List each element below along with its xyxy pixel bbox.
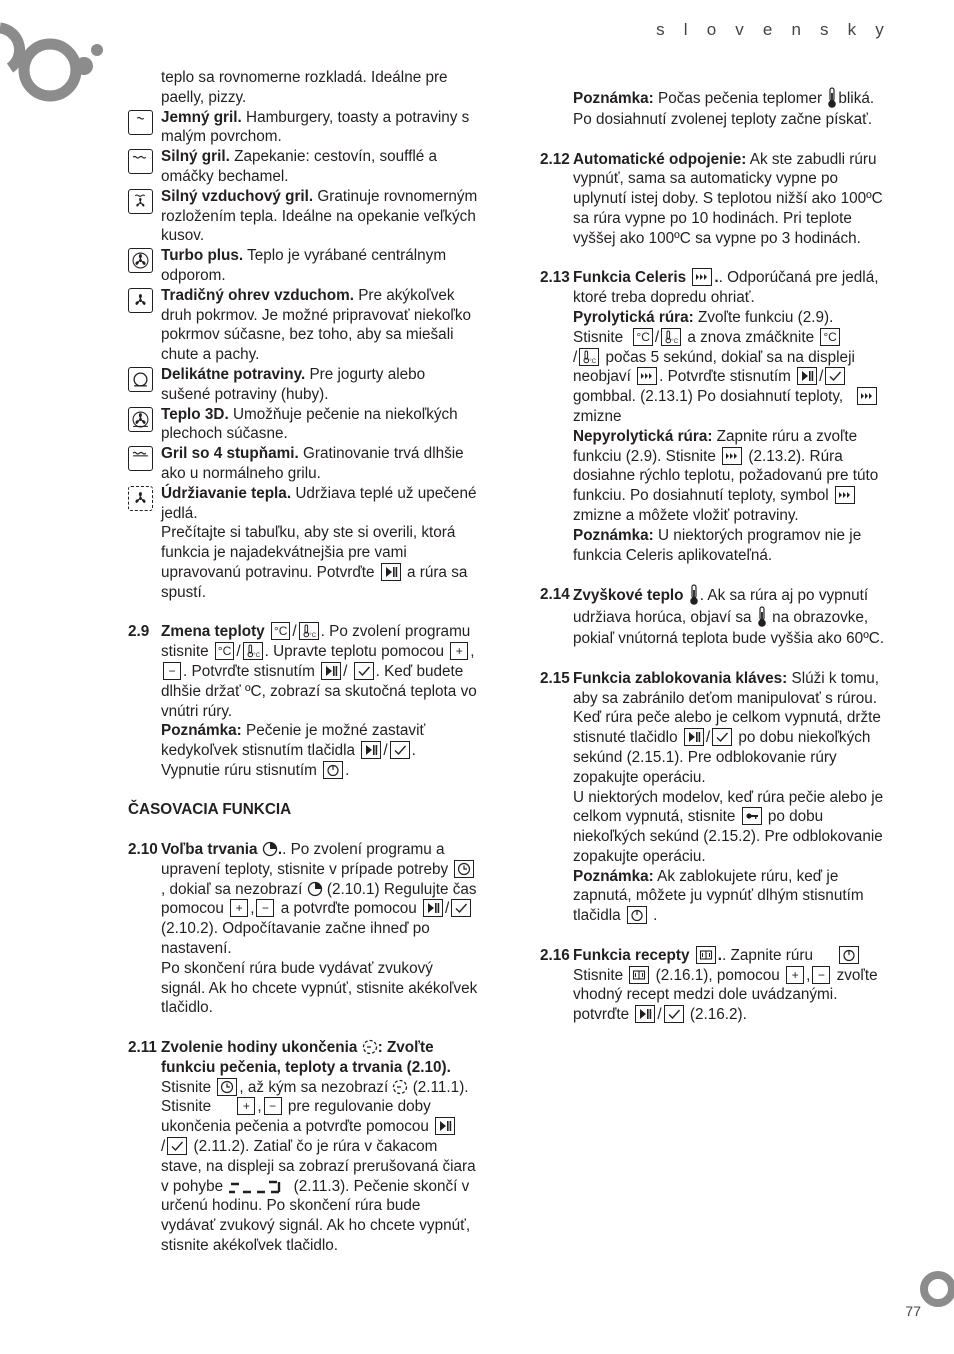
start-pause-icon	[321, 662, 341, 680]
section-title: Funkcia zablokovania kláves:	[573, 669, 788, 687]
section-text: , dokiaľ sa nezobrazí	[161, 880, 303, 898]
plus-key-icon: +	[450, 642, 468, 660]
function-desc: Udržiava teplé už upečené jedlá.	[161, 484, 477, 522]
start-pause-icon	[423, 899, 443, 917]
3d-heat-icon	[128, 407, 153, 432]
duration-icon	[262, 841, 278, 857]
section-text: (2.10.2). Odpočítavanie začne ihneď po nastavení.	[161, 920, 430, 958]
separator: ,	[806, 966, 811, 984]
end-time-icon	[392, 1079, 408, 1095]
separator: /	[705, 729, 711, 747]
section-title: Automatické odpojenie:	[573, 150, 747, 168]
convection-fan-icon	[128, 288, 153, 313]
left-column	[128, 68, 478, 1256]
section-text: a potvrďte pomocou	[280, 900, 417, 918]
note-label: Poznámka:	[573, 90, 654, 108]
section-text: pre regulovanie doby ukončenia pečenia a potvrďte pomocou	[161, 1098, 431, 1136]
separator: /	[654, 328, 660, 346]
intro-text: teplo sa rovnomerne rozkladá. Ideálne pre paelly, pizzy.	[161, 69, 448, 106]
note-text: U niektorých programov nie je funkcia Celeris aplikovateľná.	[573, 526, 862, 564]
section-text: gombbal. (2.13.1) Po dosiahnutí teploty,	[573, 388, 844, 406]
timer-heading: ČASOVACIA FUNKCIA	[128, 801, 292, 819]
section-text: . Keď budete dlhšie držať ºC, zobrazí sa skutočná teplota vo vnútri rúry.	[161, 662, 477, 720]
section-text: (2.10.1) Regulujte čas pomocou	[161, 880, 477, 918]
section-title: Funkcia Celeris	[573, 269, 687, 287]
thermometer-note	[540, 88, 892, 130]
section-number: 2.16	[540, 946, 570, 964]
function-name: Delikátne potraviny.	[161, 365, 306, 383]
keep-warm-icon	[128, 486, 153, 511]
minus-key-icon: −	[812, 966, 830, 984]
section-text: po dobu niekoľkých sekúnd (2.15.2). Pre odblokovanie zopakujte operáciu.	[573, 808, 883, 865]
section-2-10: 2.10 Voľba trvania .. Po zvolení programu a upravení teploty, stisnite v prípade potreby , dokiaľ sa nezobrazí (2.10.1) Regulujte čas pomocou + , − a potvrďte pomocou / (2.10.2). Odpočítavanie začne ihneď po nastavení. Po skončení rúra bude vydávať zvukový signál. Ak ho chcete vypnúť, stisnite akékoľvek tlačidlo.	[128, 841, 478, 1017]
function-item	[128, 484, 478, 524]
delicate-food-icon	[128, 367, 153, 392]
section-text: (2.16.2).	[689, 1006, 747, 1024]
section-text: : Zvoľte funkciu pečenia, teploty a trvania (2.10).	[161, 1039, 451, 1076]
section-title: Zvyškové teplo	[573, 587, 684, 605]
separator: .	[411, 742, 416, 760]
start-pause-icon	[435, 1117, 455, 1135]
separator: ,	[257, 1098, 262, 1116]
section-text: Stisnite	[573, 966, 624, 984]
start-pause-icon	[361, 741, 381, 759]
plus-key-icon: +	[786, 966, 804, 984]
section-2-12	[540, 150, 892, 249]
dashed-line-display-icon	[227, 1178, 289, 1196]
separator: /	[343, 662, 348, 680]
function-item	[128, 286, 478, 365]
function-item	[128, 444, 478, 484]
celsius-key-icon: °C	[215, 642, 234, 660]
section-2-16: 2.16 Funkcia recepty .. Zapnite rúru Stisnite (2.16.1), pomocou + , − zvoľte vhodný recept medzi dole uvádzanými. potvrďte / (2.16.2).	[540, 946, 878, 1024]
section-text: . Odporúčaná pre jedlá, ktoré treba dopredu ohriať.	[573, 269, 879, 307]
section-text: po dobu niekoľkých sekúnd (2.15.1). Pre odblokovanie rúry zopakujte operáciu.	[573, 729, 871, 786]
confirm-icon	[390, 741, 410, 759]
function-desc: Pre akýkoľvek druh pokrmov. Je možné pripravovať niekoľko pokrmov súčasne, bez toho, aby sa miešali chute a pachy.	[161, 286, 472, 364]
thermometer-key-icon	[299, 622, 319, 640]
separator: /	[657, 1006, 662, 1024]
power-icon	[323, 761, 343, 779]
section-text: Stisnite	[573, 328, 624, 346]
fan-grill-icon	[128, 189, 153, 214]
function-desc: Hamburgery, toasty a potraviny s malým povrchom.	[161, 108, 470, 146]
note-text: Ak zablokujete rúru, keď je zapnutá, môžete ju vypnúť dlhým stisnutím tlačidla	[573, 867, 864, 925]
thermometer-key-icon	[661, 328, 681, 346]
thermometer-key-icon	[243, 642, 263, 660]
note-label: Poznámka:	[573, 526, 654, 544]
function-name: Turbo plus.	[161, 247, 244, 265]
function-name: Teplo 3D.	[161, 405, 229, 423]
function-name: Jemný gril.	[161, 108, 242, 126]
start-pause-icon	[797, 367, 817, 385]
intro-tail	[128, 523, 478, 602]
section-text: Stisnite	[161, 1098, 212, 1116]
section-text: Ak ste zabudli rúru vypnúť, sama sa automaticky vypne po uplynutí istej doby. S teplotou nižší ako 100ºC sa rúra vypne po 10 hodinách. Pri teplote vyššej ako 100ºC sa vypne po 3 hodinách.	[573, 150, 883, 247]
section-text: na obrazovke, pokiaľ vnútorná teplota bude vyššia ako 60ºC.	[573, 609, 885, 648]
section-text: . Potvrďte stisnutím	[659, 368, 791, 386]
strong-grill-icon	[128, 149, 153, 174]
separator: .	[345, 761, 350, 779]
intro-tail-end: a rúra sa spustí.	[161, 563, 468, 601]
section-text: . Po zvolení programu stisnite	[161, 623, 471, 661]
separator: /	[161, 1138, 166, 1156]
section-text: (2.11.2). Zatiaľ čo je rúra v čakacom stave, na displeji sa zobrazí prerušovaná čiara v pohybe	[161, 1138, 476, 1195]
celsius-key-icon: °C	[633, 328, 652, 346]
clock-key-icon	[217, 1078, 237, 1096]
section-text: . Ak sa rúra aj po vypnutí udržiava horúca, objaví sa	[573, 587, 869, 627]
function-name: Gril so 4 stupňami.	[161, 445, 299, 463]
section-text: zvoľte vhodný recept medzi dole uvádzanými.	[573, 966, 878, 1004]
celeris-fast-icon	[637, 367, 657, 385]
section-text: Slúži k tomu, aby sa zabránilo deťom manipulovať s rúrou. Keď rúra peče alebo je celkom vypnutá, držte stisnuté tlačidlo	[573, 669, 881, 747]
section-number: 2.10	[128, 841, 158, 859]
key-lock-icon	[742, 807, 762, 825]
section-text: Zvoľte funkciu (2.9).	[693, 308, 834, 326]
section-text: U niektorých modelov, keď rúra pečie alebo je celkom vypnutá, stisnite	[573, 788, 884, 826]
note-label: Poznámka:	[573, 867, 654, 885]
recipe-book-icon	[696, 946, 716, 964]
function-name: Silný vzduchový gril.	[161, 187, 314, 205]
celeris-fast-icon	[835, 486, 855, 504]
section-2-9	[128, 622, 478, 780]
minus-key-icon: −	[264, 1097, 282, 1115]
section-text: zmizne	[573, 407, 622, 425]
section-text: zmizne a môžete vložiť potraviny.	[573, 506, 799, 524]
duration-icon	[307, 881, 323, 897]
confirm-icon	[712, 728, 732, 746]
section-text: potvrďte	[573, 1006, 630, 1024]
plus-key-icon: +	[230, 899, 248, 917]
plus-key-icon: +	[237, 1097, 255, 1115]
section-text: (2.11.1).	[412, 1078, 469, 1096]
separator: /	[445, 900, 450, 918]
section-title: Zmena teploty	[161, 623, 265, 641]
function-name: Tradičný ohrev vzduchom.	[161, 286, 354, 304]
section-number: 2.11	[128, 1039, 157, 1057]
section-2-15	[540, 669, 892, 926]
section-text: a znova zmáčknite	[687, 328, 815, 346]
minus-key-icon: −	[256, 899, 274, 917]
section-text: Stisnite	[161, 1078, 212, 1096]
section-text: (2.11.3). Pečenie skončí v určenú hodinu. Po skončení rúra bude vydávať zvukový signál. Ak ho chcete vypnúť, stisnite akékoľvek tlačidlo.	[161, 1177, 471, 1255]
section-2-11	[128, 1038, 478, 1256]
function-desc: Gratinovanie trvá dlhšie ako u normálneho grilu.	[161, 445, 464, 482]
corner-ring-decoration	[918, 1270, 954, 1310]
thermometer-key-icon	[579, 348, 599, 366]
section-title: Voľba trvania	[161, 841, 258, 859]
section-text: . Zapnite rúru	[721, 946, 813, 964]
function-item	[128, 108, 478, 148]
section-number: 2.14	[540, 586, 570, 604]
right-column	[540, 88, 892, 1025]
four-level-grill-icon	[128, 446, 153, 471]
language-label: s l o v e n s k y	[656, 20, 891, 39]
section-number: 2.12	[540, 150, 570, 168]
function-desc: Zapekanie: cestovín, soufflé a omáčky bechamel.	[161, 148, 438, 185]
section-number: 2.15	[540, 669, 570, 687]
separator: /	[236, 643, 241, 661]
intro-tail-text: Prečítajte si tabuľku, aby ste si overili, ktorá funkcia je najadekvátnejšia pre vami upravovanú potravinu. Potvrďte	[161, 524, 456, 581]
non-pyrolytic-label: Nepyrolytická rúra:	[573, 427, 713, 445]
function-desc: Gratinuje rovnomerným rozložením tepla. Ideálne na opekanie veľkých kusov.	[161, 187, 478, 245]
thermometer-icon	[826, 87, 838, 109]
section-text: počas 5 sekúnd, dokiaľ sa na displeji neobjaví	[573, 348, 855, 386]
function-name: Silný gril.	[161, 148, 230, 166]
thermometer-icon	[756, 606, 768, 628]
section-2-13: 2.13 Funkcia Celeris .. Odporúčaná pre jedlá, ktoré treba dopredu ohriať. Pyrolytická rúra: Zvoľte funkciu (2.9). Stisnite °C / a znova zmáčknite °C / počas 5 sekúnd, dokiaľ sa na displeji neobjaví . Potvrďte stisnutím / gombbal. (2.13.1) Po dosiahnutí teploty, zmizne Nepyrolytická rúra: Zapnite rúru a zvoľte funkciu (2.9). Stisnite (2.13.2). Rúra dosiahne rýchlo teplotu, požadovanú pre túto funkciu. Po dosiahnutí teploty, symbol zmizne a môžete vložiť potraviny. Poznámka: U niektorých programov nie je funkcia Celeris aplikovateľná.	[540, 269, 879, 564]
section-text: (2.16.1), pomocou	[655, 966, 780, 984]
section-2-14	[540, 585, 892, 649]
page-number: 77	[905, 1303, 921, 1319]
section-text: . Potvrďte stisnutím	[183, 662, 315, 680]
pyrolytic-label: Pyrolytická rúra:	[573, 308, 694, 326]
brand-circles-decoration	[0, 20, 110, 110]
note-label: Poznámka:	[161, 722, 242, 740]
section-text: , až kým sa nezobrazí	[239, 1078, 389, 1096]
section-text: . Upravte teplotu pomocou	[264, 643, 444, 661]
separator: .	[653, 907, 658, 925]
separator: /	[292, 623, 297, 641]
function-item	[128, 246, 478, 286]
celsius-key-icon: °C	[820, 328, 839, 346]
small-grill-icon	[128, 110, 153, 135]
separator: /	[573, 348, 578, 366]
section-number: 2.13	[540, 269, 570, 287]
confirm-icon	[825, 367, 845, 385]
section-text: (2.13.2). Rúra dosiahne rýchlo teplotu, požadovanú pre túto funkciu. Po dosiahnutí teploty, symbol	[573, 447, 879, 505]
celeris-fast-icon	[857, 387, 877, 405]
note-text: Pečenie je možné zastaviť kedykoľvek stisnutím tlačidla	[161, 722, 426, 760]
section-text: Po skončení rúra bude vydávať zvukový signál. Ak ho chcete vypnúť, stisnite akékoľvek tlačidlo.	[161, 959, 478, 1017]
end-time-icon	[362, 1039, 378, 1055]
turbo-fan-icon	[128, 248, 153, 273]
confirm-icon	[167, 1137, 187, 1155]
separator: /	[383, 742, 388, 760]
confirm-icon	[664, 1005, 684, 1023]
function-item	[128, 405, 478, 445]
section-title: Funkcia recepty	[573, 946, 690, 964]
celeris-fast-icon	[692, 268, 712, 286]
start-pause-icon	[381, 563, 401, 581]
minus-key-icon: −	[163, 662, 181, 680]
function-item	[128, 365, 478, 405]
thermometer-icon	[688, 584, 700, 606]
section-text: Vypnutie rúru stisnutím	[161, 761, 317, 779]
function-desc: Pre jogurty alebo sušené potraviny (huby).	[161, 365, 426, 403]
section-title: Zvolenie hodiny ukončenia	[161, 1039, 358, 1057]
function-desc: Umožňuje pečenie na niekoľkých plechoch súčasne.	[161, 405, 458, 443]
confirm-icon	[451, 899, 471, 917]
separator: /	[819, 368, 824, 386]
start-pause-icon	[635, 1005, 655, 1023]
note-text: Počas pečenia teplomer	[653, 90, 823, 108]
power-icon	[627, 906, 647, 924]
celsius-key-icon: °C	[271, 622, 290, 640]
separator: ,	[250, 900, 255, 918]
section-text: . Po zvolení programu a upravení teploty, stisnite v prípade potreby	[161, 841, 449, 878]
celeris-fast-icon	[722, 447, 742, 465]
note-text: bliká. Po dosiahnutí zvolenej teploty začne pískať.	[573, 90, 875, 128]
power-icon	[839, 946, 859, 964]
function-item	[128, 187, 478, 246]
section-text: Zapnite rúru a zvoľte funkciu (2.9). Stisnite	[573, 427, 858, 465]
start-pause-icon	[684, 728, 704, 746]
function-desc: Teplo je vyrábané centrálnym odporom.	[161, 247, 447, 284]
confirm-icon	[354, 662, 374, 680]
separator: ,	[470, 643, 475, 661]
function-name: Údržiavanie tepla.	[161, 484, 292, 502]
clock-key-icon	[454, 860, 474, 878]
recipe-book-icon	[629, 966, 649, 984]
function-item	[128, 147, 478, 187]
section-number: 2.9	[128, 623, 150, 641]
